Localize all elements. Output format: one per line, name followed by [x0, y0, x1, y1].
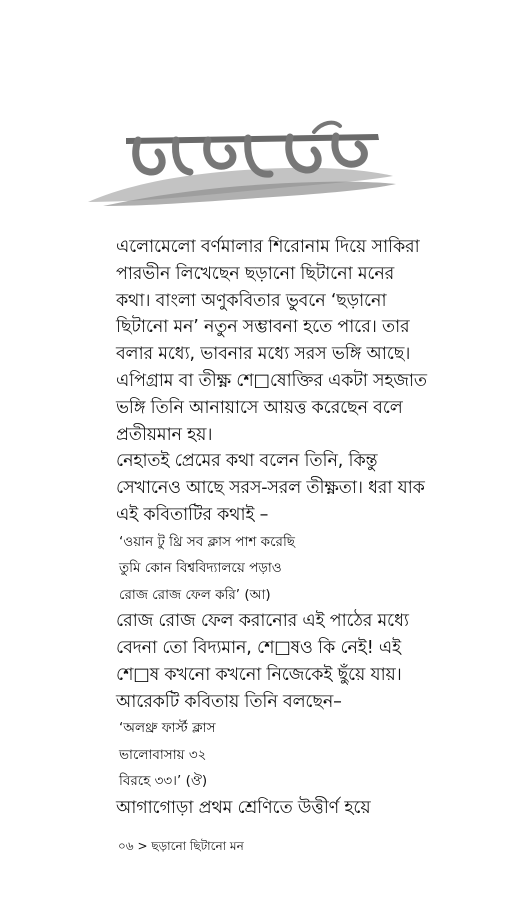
text-line: এলোমেলো বর্ণমালার শিরোনাম দিয়ে সাকিরা [116, 237, 420, 257]
paragraph-2 [116, 448, 506, 528]
quote-line: তুমি কোন বিশ্ববিদ্যালয়ে পড়াও [119, 560, 282, 577]
text-line: রোজ রোজ ফেল করানোর এই পাঠের মধ্যে [116, 611, 409, 632]
text-line: প্রতীয়মান হয়। [116, 424, 213, 445]
paragraph-1 [116, 234, 506, 448]
quote-line: বিরহে ৩৩।’ (ঔ) [119, 773, 208, 790]
body-text [116, 234, 506, 822]
page-footer [118, 838, 244, 858]
poem-quote-2 [116, 715, 506, 795]
quote-line: রোজ রোজ ফেল করি’ (আ) [119, 586, 271, 603]
text-line: আরেকটি কবিতায় তিনি বলছেন– [116, 691, 342, 712]
running-title: ছড়ানো ছিটানো মন [151, 839, 244, 853]
text-line: এই কবিতাটির কথাই – [116, 504, 269, 525]
quote-line: ‘অলথ্রু ফার্স্ট ক্লাস [119, 720, 216, 737]
page-number: ০৬ [118, 839, 134, 853]
poem-quote-1 [116, 529, 506, 609]
text-line: সেখানেও আছে সরস-সরল তীক্ষ্ণতা। ধরা যাক [116, 478, 425, 499]
text-line: কথা। বাংলা অণুকবিতার ভুবনে ‘ছড়ানো [116, 290, 387, 311]
text-line: বেদনা তো বিদ্যমান, শে□ষও কি নেই! এই [116, 638, 401, 659]
quote-line: ভালোবাসায় ৩২ [119, 746, 207, 763]
quote-line: ‘ওয়ান টু থ্রি সব ক্লাস পাশ করেছি [119, 533, 295, 550]
text-line: শে□ষ কখনো কখনো নিজেকেই ছুঁয়ে যায়। [116, 664, 402, 685]
text-line: আগাগোড়া প্রথম শ্রেণিতে উত্তীর্ণ হয়ে [116, 797, 371, 818]
text-line: ভঙ্গি তিনি আনায়াসে আয়ত্ত করেছেন বলে [116, 397, 403, 418]
text-line: পারভীন লিখেছেন ছড়ানো ছিটানো মনের [116, 263, 395, 284]
text-line: নেহাতই প্রেমের কথা বলেন তিনি, কিন্তু [116, 451, 378, 472]
text-line: এপিগ্রাম বা তীক্ষ্ণ শে□ষোক্তির একটা সহজাত [116, 370, 427, 391]
text-line: বলার মধ্যে, ভাবনার মধ্যে সরস ভঙ্গি আছে। [116, 344, 411, 365]
paragraph-4 [116, 795, 506, 822]
paragraph-3 [116, 608, 506, 715]
header-calligraphy-logo [78, 110, 398, 220]
footer-separator: > [137, 839, 148, 853]
text-line: ছিটানো মন’ নতুন সম্ভাবনা হতে পারে। তার [116, 317, 410, 338]
